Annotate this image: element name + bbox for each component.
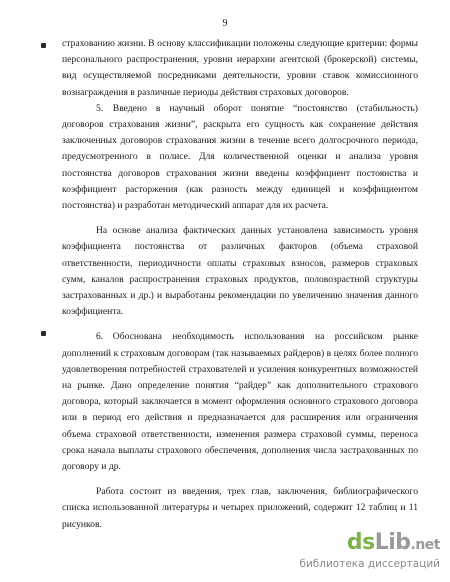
document-body xyxy=(62,36,418,533)
dslib-watermark xyxy=(300,530,440,574)
paragraph: 6. Обоснована необходимость использования на российском рынке дополнений к страховым договорам (так называемых райдеров) в целях более полного удовлетворения потребностей страхователей и усиления конкурентных возможностей на рынке. Дано определение понятия “райдер” как дополнительного страхового договора, который заключается в момент оформления основного страхового договора или в период его действия и предназначается для расширения или ограничения объема страховой ответственности, изменения размера страховой суммы, переноса срока начала выплаты страхового обеспечения, дополнения числа застрахованных по договору и др. xyxy=(62,331,418,473)
page-number: 9 xyxy=(222,18,228,29)
dslib-logo: dsLib.net xyxy=(346,530,440,555)
margin-bullet-mark xyxy=(41,331,46,336)
paragraph: На основе анализа фактических данных установлена зависимость уровня коэффициента постоянства от различных факторов (объема страховой ответственности, периодичности оплаты страховых взносов, размеров страховых сумм, каналов распространения страховых продуктов, половозрастной структуры застрахованных и др.) и выработаны рекомендации по увеличению значения данного коэффициента. xyxy=(62,225,418,318)
margin-bullet-mark xyxy=(41,43,46,48)
paragraph: 5. Введено в научный оборот понятие “постоянство (стабильность) договоров страхования жизни”, раскрыта его сущность как сохранение действия заключенных договоров страхования жизни в течение всего долгосрочного периода, предусмотренного в полисе. Для количественной оценки и анализа уровня постоянства договоров страхования жизни введены коэффициент постоянства и коэффициент расторжения (как разность между единицей и коэффициентом постоянства) и разработан методический аппарат для их расчета. xyxy=(62,102,418,212)
paragraph: Работа состоит из введения, трех глав, заключения, библиографического списка использованной литературы и четырех приложений, содержит 12 таблиц и 11 рисунков. xyxy=(62,486,418,530)
paragraph: страхованию жизни. В основу классификации положены следующие критерии: формы персонального распространения, уровни иерархии агентской (брокерской) системы, вид осуществляемой посредниками деятельности, уровни ставок комиссионного вознаграждения в различные периоды действия страховых договоров. xyxy=(62,38,418,98)
watermark-subtitle: библиотека диссертаций xyxy=(299,558,440,570)
